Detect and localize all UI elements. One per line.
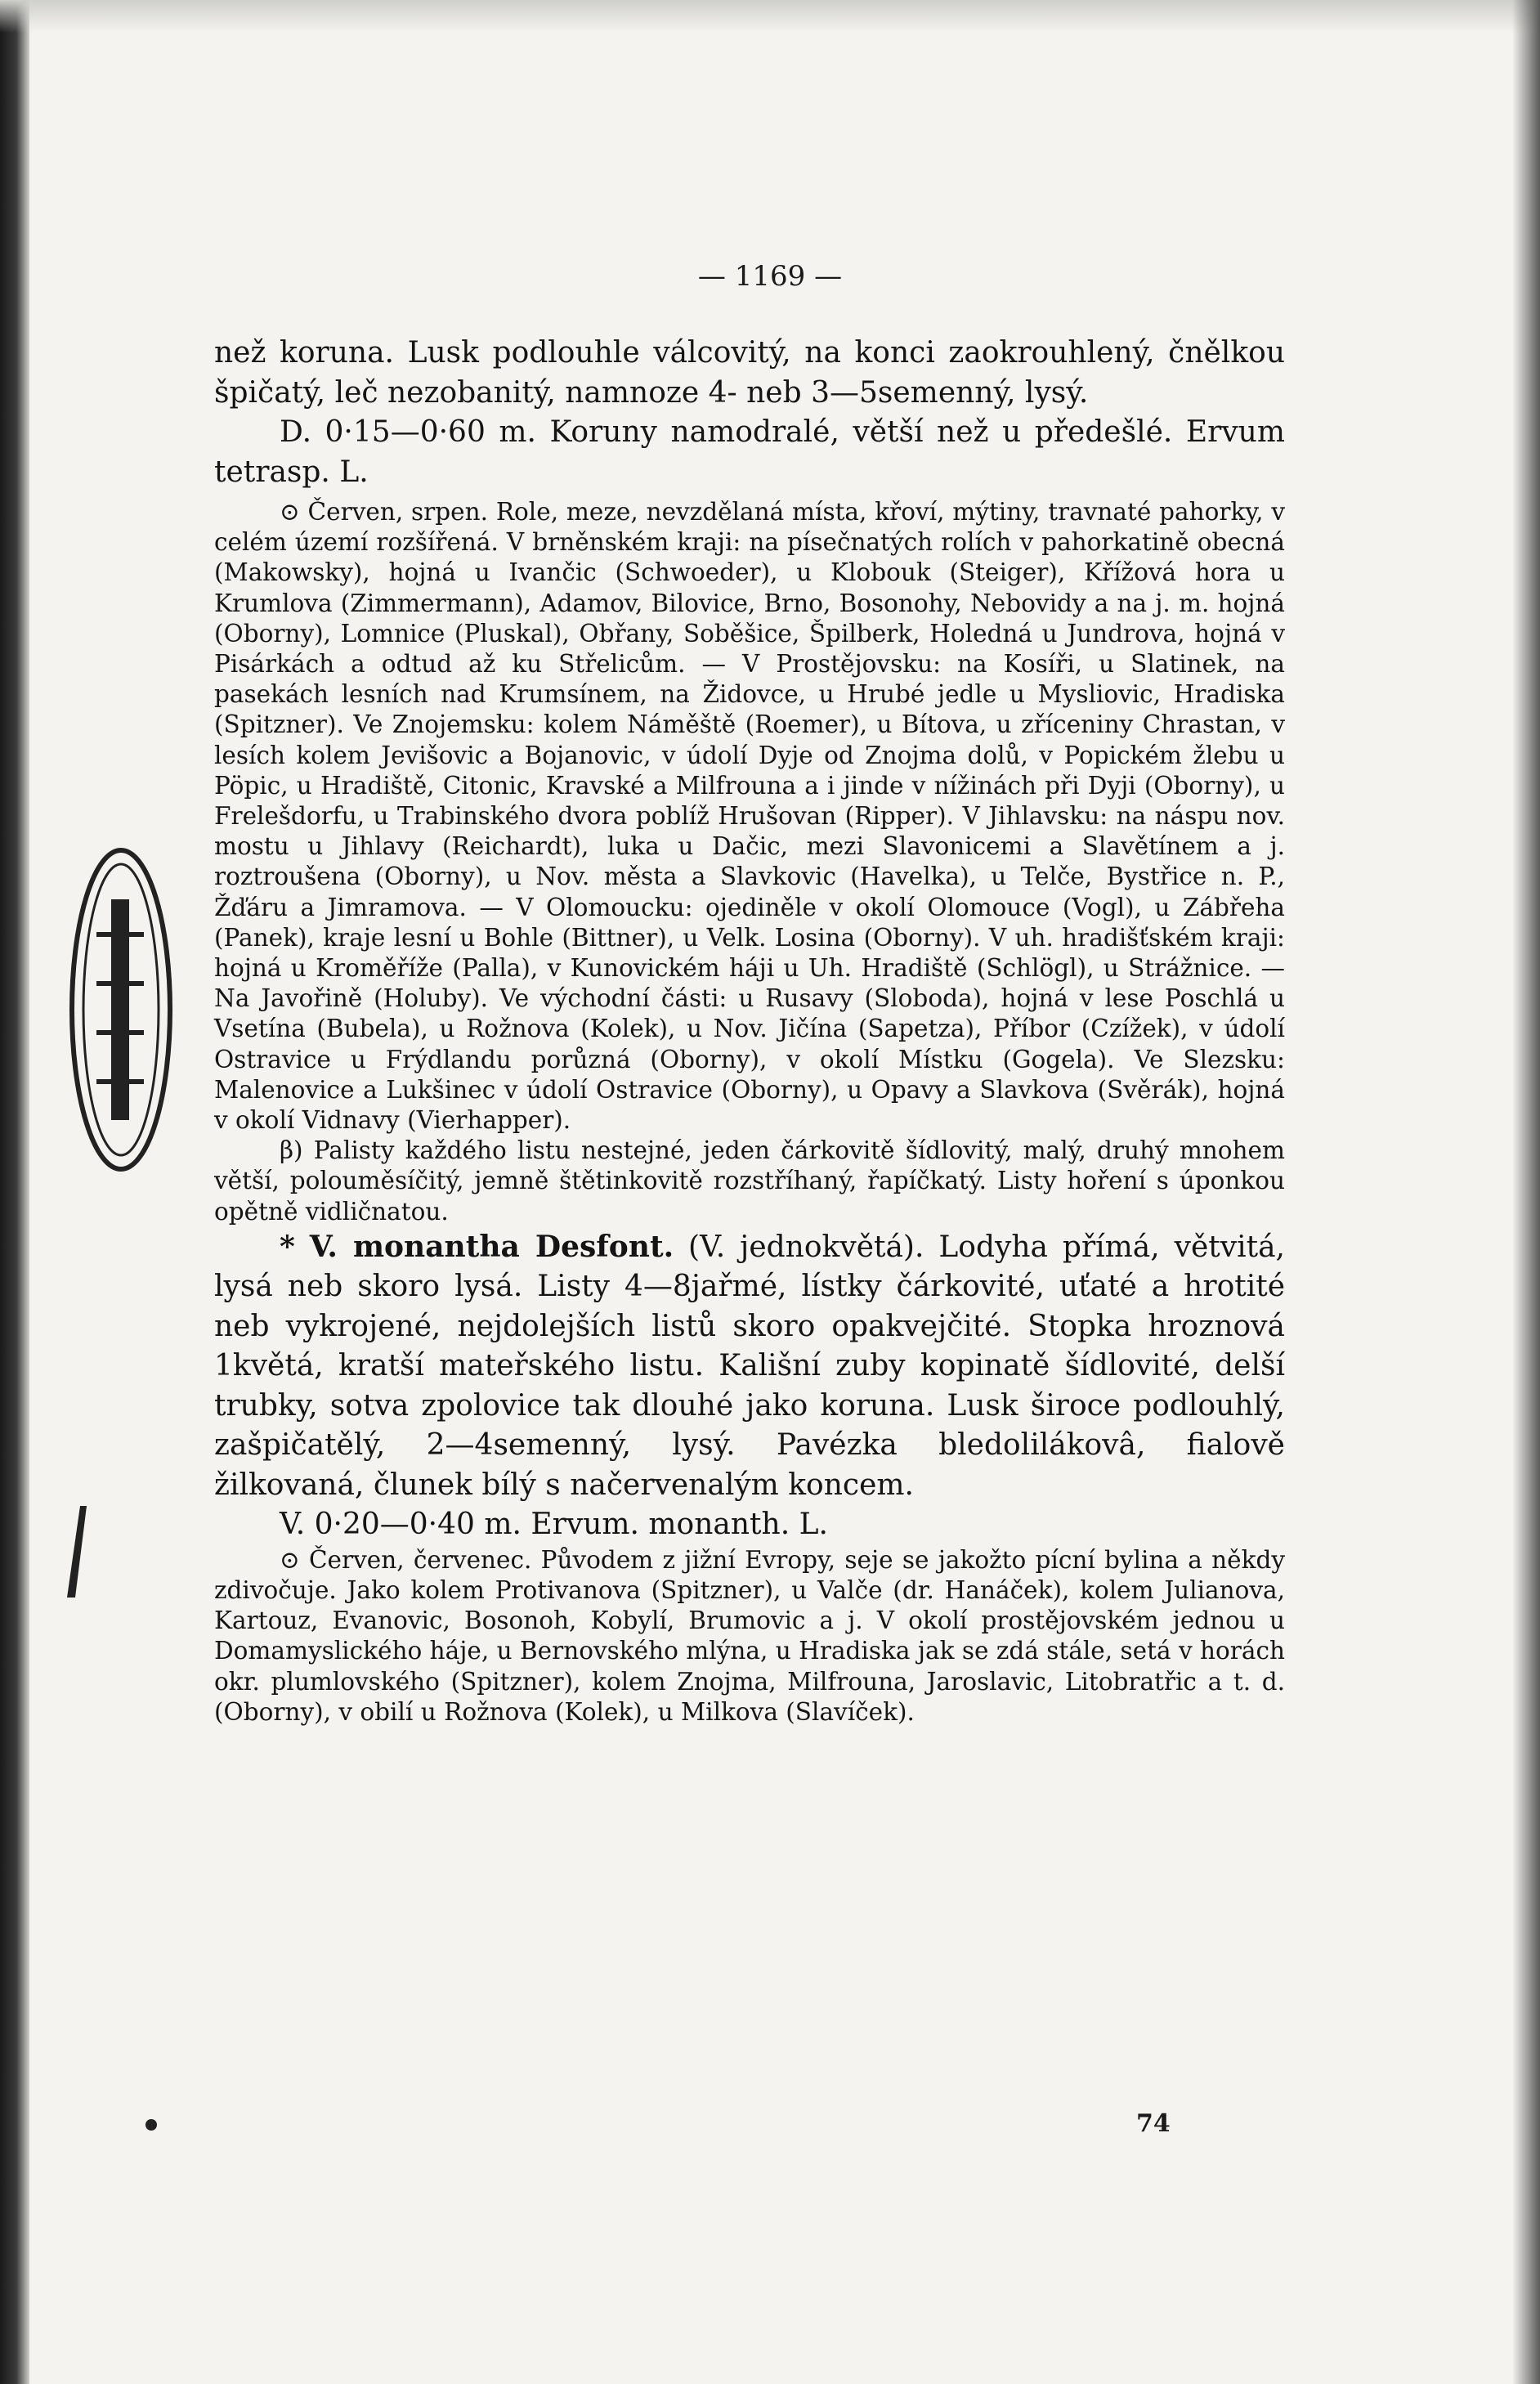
ink-dot-icon <box>145 2119 157 2131</box>
paragraph-1: než koruna. Lusk podlouhle válcovitý, na konci zaokrouhlený, čnělkou špičatý, leč nezobanitý, namnoze 4- neb 3—5semenný, lysý. <box>214 336 1285 410</box>
paragraph-4: β) Palisty každého listu nestejné, jeden čárkovitě šídlovitý, malý, druhý mnohem větší, polouměsíčitý, jemně štětinkovitě rozstříhaný, řapíčkatý. Listy hoření s úponkou opětně vidličnatou. <box>214 1136 1285 1226</box>
library-stamp-icon <box>64 842 178 1177</box>
page-number: — 1169 — <box>697 260 843 293</box>
text-block <box>214 334 1285 1728</box>
signature-number: 74 <box>1136 2109 1171 2138</box>
right-shadow <box>1512 0 1540 2384</box>
heading-common-name: (V. jednokvětá). <box>688 1230 924 1264</box>
species-heading <box>214 1227 1285 1506</box>
paragraph-2: D. 0·15—0·60 m. Koruny namodralé, větší než u předešlé. Ervum tetrasp. L. <box>214 415 1285 489</box>
book-spine <box>0 0 29 2384</box>
heading-star: * <box>280 1229 295 1264</box>
paragraph-3: ⊙ Červen, srpen. Role, meze, nevzdělaná místa, křoví, mýtiny, travnaté pahorky, v celém území rozšířená. V brněnském kraji: na písečnatých rolích v pahorkatině obecná (Makowsky), hojná u Ivančic (Schwoeder), u Klobouk (Steiger), Křížová hora u Krumlova (Zimmermann), Adamov, Bilovice, Brno, Bosonohy, Nebovidy a na j. m. hojná (Oborny), Lomnice (Pluskal), Obřany, Soběšice, Špilberk, Holedná u Jundrova, hojná v Pisárkách a odtud až ku Střelicům. — V Prostějovsku: na Kosíři, u Slatinek, na pasekách lesních nad Krumsínem, na Židovce, u Hrubé jedle u Mysliovic, Hradiska (Spitzner). Ve Znojemsku: kolem Náměště (Roemer), u Bítova, u zříceniny Chrastan, v lesích kolem Jevišovic a Bojanovic, v údolí Dyje od Znojma dolů, v Popickém žlebu u Pöpic, u Hradiště, Citonic, Kravské a Milfrouna a i jinde v nížinách při Dyji (Oborny), u Frelešdorfu, u Trabinského dvora poblíž Hrušovan (Ripper). V Jihlavsku: na náspu nov. mostu u Jihlavy (Reichardt), luka u Dačic, mezi Slavonicemi a Slavětínem a j. roztroušena (Oborny), u Nov. města a Slavkovic (Havelka), u Telče, Bystřice n. P., Žďáru a Jimramova. — V Olomoucku: ojediněle v okolí Olomouce (Vogl), u Zábřeha (Panek), kraje lesní u Bohle (Bittner), u Velk. Losina (Oborny). V uh. hradišťském kraji: hojná u Kroměříže (Palla), v Kunovickém háji u Uh. Hradiště (Schlögl), u Strážnice. — Na Javořině (Holuby). Ve východní části: u Rusavy (Sloboda), hojná v lese Poschlá u Vsetína (Bubela), u Rožnova (Kolek), u Nov. Jičína (Sapetza), Příbor (Czížek), v údolí Ostravice u Frýdlandu porůzná (Oborny), v okolí Místku (Gogela). Ve Slezsku: Malenovice a Lukšinec v údolí Ostravice (Oborny), u Opavy a Slavkova (Svěrák), hojná v okolí Vidnavy (Vierhapper). <box>214 498 1285 1135</box>
distribution-paragraph: ⊙ Červen, červenec. Původem z jižní Evropy, seje se jakožto pícní bylina a někdy zdivočuje. Jako kolem Protivanova (Spitzner), u Valče (dr. Hanáček), kolem Julianova, Kartouz, Evanovic, Bosonoh, Kobylí, Brumovic a j. V okolí prostějovském jednou u Domamyslického háje, u Bernovského mlýna, u Hradiska jak se zdá stále, setá v horách okr. plumlovského (Spitzner), kolem Znojma, Milfrouna, Jaroslavic, Litobratřic a t. d. (Oborny), v obilí u Rožnova (Kolek), u Milkova (Slavíček). <box>214 1545 1285 1726</box>
dimensions-line: V. 0·20—0·40 m. Ervum. monanth. L. <box>280 1508 828 1542</box>
top-shadow <box>0 0 1540 33</box>
heading-description: Lodyha přímá, větvitá, lysá neb skoro lysá. Listy 4—8jařmé, lístky čárkovité, uťaté a hrotité neb vykrojené, nejdolejších listů skoro opakvejčité. Stopka hroznová 1květá, kratší mateřského listu. Kališní zuby kopinatě šídlovité, delší trubky, sotva zpolovice tak dlouhé jako koruna. Lusk široce podlouhlý, zašpičatělý, 2—4semenný, lysý. Pavézka bledolilákovâ, fialově žilkovaná, člunek bílý s načervenalým koncem. <box>214 1230 1285 1502</box>
heading-species-name: V. monantha Desfont. <box>309 1229 674 1264</box>
margin-mark-icon <box>57 1503 90 1601</box>
